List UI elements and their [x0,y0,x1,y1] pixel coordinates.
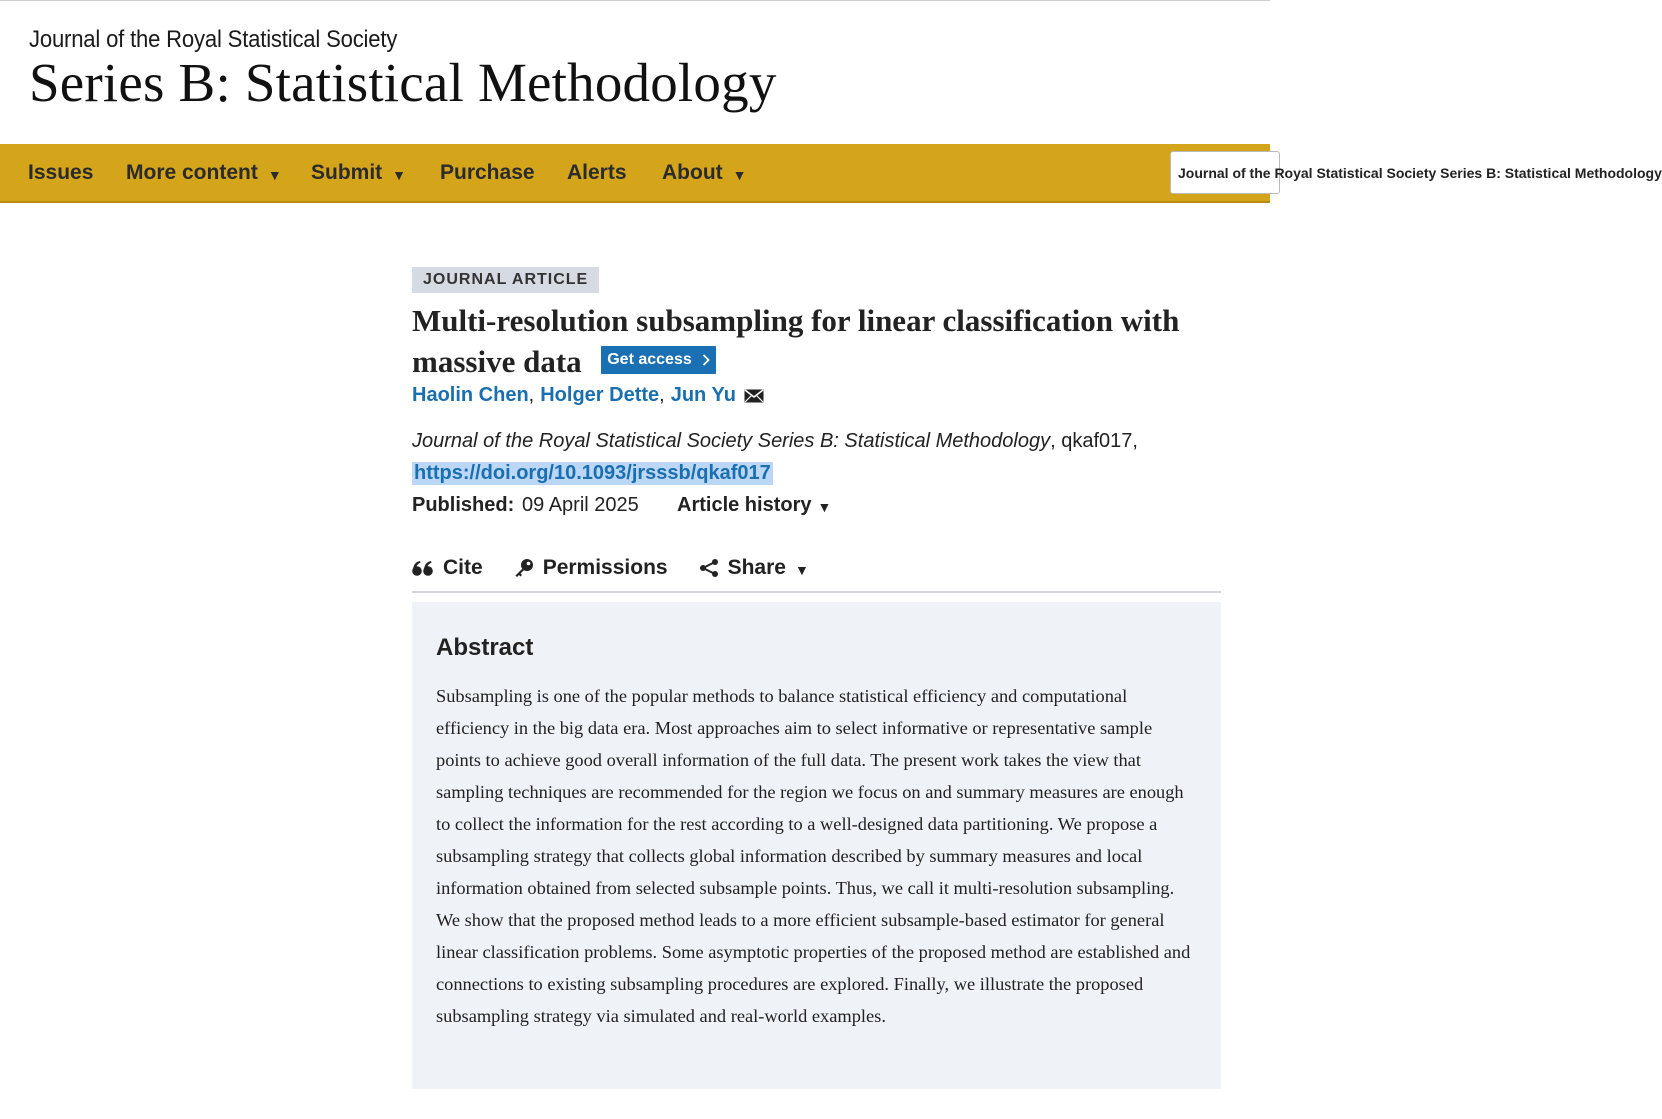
citation-article-id: , qkaf017, [1050,430,1138,452]
caret-down-icon: ▼ [817,499,832,515]
key-icon [514,558,534,578]
caret-down-icon: ▼ [732,166,747,183]
author-separator: , [528,384,535,406]
permissions-label: Permissions [542,556,668,579]
published-label: Published: [412,494,515,516]
nav-label: Submit [311,161,383,184]
author-link[interactable]: Holger Dette [540,384,660,406]
author-link[interactable]: Haolin Chen [412,384,529,406]
article-tools [412,553,809,583]
citation-line [412,430,1138,453]
share-label: Share [727,556,786,579]
abstract-text: Subsampling is one of the popular methods to balance statistical efficiency and computational efficiency in the big data era. Most approaches aim to select informative or representative sample points to achieve good overall information of the full data. The present work takes the view that sampling techniques are recommended for the region we focus on and summary measures are enough to collect the information for the rest according to a well-designed data partitioning. We propose a subsampling strategy that collects global information described by summary measures and local information obtained from selected subsample points. Thus, we call it multi-resolution subsampling. We show that the proposed method leads to a more efficient subsample-based estimator for general linear classification problems. Some asymptotic properties of the proposed method are established and connections to existing subsampling procedures are explored. Finally, we illustrate the proposed subsampling strategy via simulated and real-world examples. [436,686,1191,1026]
article-title: Multi-resolution subsampling for linear classification with massive data [412,303,1180,379]
nav-label: Issues [28,161,94,184]
doi-link[interactable]: https://doi.org/10.1093/jrsssb/qkaf017 [414,462,771,484]
get-access-button[interactable] [601,346,716,374]
tools-divider [412,591,1221,593]
nav-more-content[interactable] [126,161,282,185]
nav-alerts[interactable] [567,161,627,185]
share-icon [699,558,719,578]
cite-button[interactable] [412,556,483,580]
get-access-label: Get access [607,351,692,368]
journal-title[interactable]: Series B: Statistical Methodology [29,52,777,113]
nav-label: Alerts [567,161,627,184]
quote-icon [412,560,434,577]
cite-label: Cite [443,556,483,579]
nav-label: About [662,161,723,184]
author-separator: , [659,384,665,406]
abstract-panel [412,602,1221,1089]
society-name[interactable]: Journal of the Royal Statistical Society [29,26,398,53]
article-history-label: Article history [677,494,812,516]
chevron-right-icon [702,354,710,366]
main-nav [0,144,1662,203]
author-list [412,384,764,407]
abstract-heading: Abstract [436,634,534,661]
envelope-icon[interactable] [744,389,764,403]
nav-label: More content [126,161,258,184]
citation-journal: Journal of the Royal Statistical Society Series B: Statistical Methodology [412,430,1051,452]
nav-submit[interactable] [311,161,406,185]
published-date: 09 April 2025 [522,494,639,516]
caret-down-icon: ▼ [392,166,407,183]
article-history-toggle[interactable] [677,494,831,517]
author-link[interactable]: Jun Yu [670,384,736,406]
masthead[interactable] [29,26,777,112]
nav-issues[interactable] [28,161,93,185]
journal-search-select[interactable]: Journal of the Royal Statistical Society Series B: Statistical Methodology [1170,151,1280,194]
article-type-badge: JOURNAL ARTICLE [412,267,599,293]
nav-label: Purchase [440,161,535,184]
permissions-button[interactable] [514,556,668,580]
nav-about[interactable] [662,161,747,185]
caret-down-icon: ▼ [267,166,282,183]
caret-down-icon: ▼ [794,561,809,578]
top-border [0,0,1270,3]
nav-purchase[interactable] [440,161,535,185]
share-button[interactable] [699,556,809,580]
